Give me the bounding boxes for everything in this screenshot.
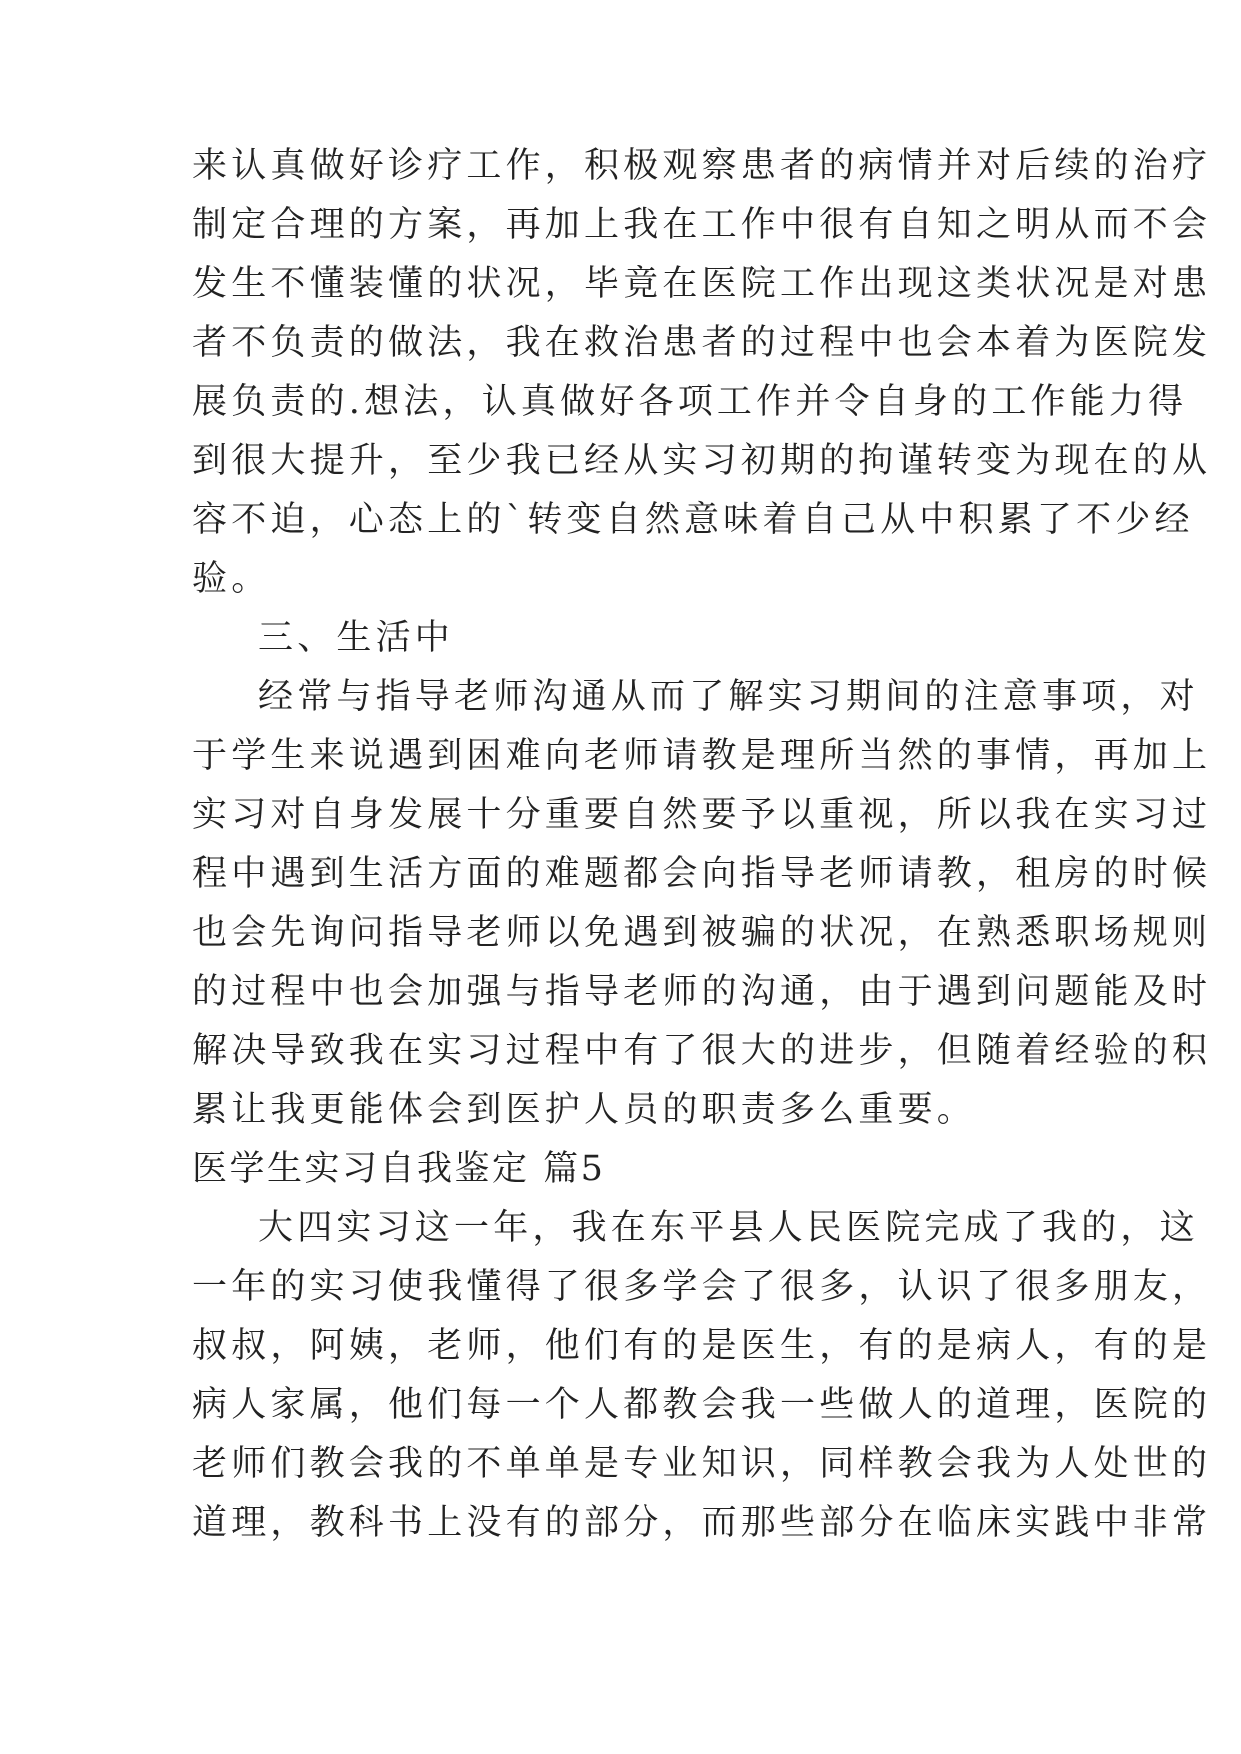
body-text-line: 发生不懂装懂的状况，毕竟在医院工作出现这类状况是对患 xyxy=(192,264,1212,304)
body-text-line: 经常与指导老师沟通从而了解实习期间的注意事项，对 xyxy=(258,677,1199,717)
body-text-line: 病人家属，他们每一个人都教会我一些做人的道理，医院的 xyxy=(192,1385,1212,1425)
body-text-line: 制定合理的方案，再加上我在工作中很有自知之明从而不会 xyxy=(192,205,1212,245)
body-text-line: 解决导致我在实习过程中有了很大的进步，但随着经验的积 xyxy=(192,1031,1212,1071)
body-text-line: 道理，教科书上没有的部分，而那些部分在临床实践中非常 xyxy=(192,1503,1212,1543)
body-text-line: 实习对自身发展十分重要自然要予以重视，所以我在实习过 xyxy=(192,795,1212,835)
body-text-line: 展负责的.想法，认真做好各项工作并令自身的工作能力得 xyxy=(192,382,1188,422)
body-text-line: 叔叔，阿姨，老师，他们有的是医生，有的是病人，有的是 xyxy=(192,1326,1212,1366)
body-text-line: 容不迫，心态上的`转变自然意味着自己从中积累了不少经 xyxy=(192,500,1194,540)
body-text-line: 累让我更能体会到医护人员的职责多么重要。 xyxy=(192,1090,977,1130)
body-text-line: 也会先询问指导老师以免遇到被骗的状况，在熟悉职场规则 xyxy=(192,913,1212,953)
body-text-line: 老师们教会我的不单单是专业知识，同样教会我为人处世的 xyxy=(192,1444,1212,1484)
body-text-line: 验。 xyxy=(192,559,271,599)
body-text-line: 到很大提升，至少我已经从实习初期的拘谨转变为现在的从 xyxy=(192,441,1212,481)
body-text-line: 于学生来说遇到困难向老师请教是理所当然的事情，再加上 xyxy=(192,736,1212,776)
body-text-line: 者不负责的做法，我在救治患者的过程中也会本着为医院发 xyxy=(192,323,1212,363)
section-heading: 三、生活中 xyxy=(258,618,455,658)
body-text-line: 一年的实习使我懂得了很多学会了很多，认识了很多朋友， xyxy=(192,1267,1212,1307)
body-text-line: 来认真做好诊疗工作，积极观察患者的病情并对后续的治疗 xyxy=(192,146,1212,186)
body-text-line: 的过程中也会加强与指导老师的沟通，由于遇到问题能及时 xyxy=(192,972,1212,1012)
body-text-line: 程中遇到生活方面的难题都会向指导老师请教，租房的时候 xyxy=(192,854,1212,894)
article-heading: 医学生实习自我鉴定 篇5 xyxy=(192,1149,606,1189)
body-text-line: 大四实习这一年，我在东平县人民医院完成了我的，这 xyxy=(258,1208,1199,1248)
